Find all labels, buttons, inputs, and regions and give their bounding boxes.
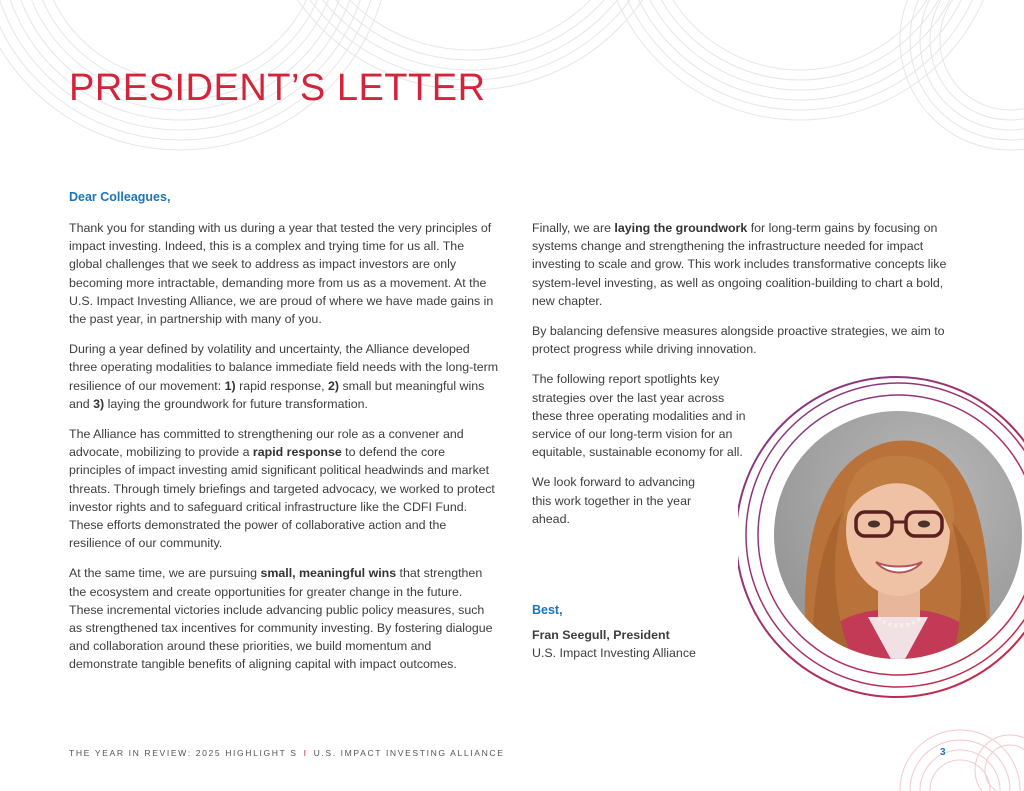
paragraph-bold: 1) xyxy=(224,378,236,393)
footer-report-title: THE YEAR IN REVIEW: 2025 HIGHLIGHT S xyxy=(69,748,298,758)
page-footer xyxy=(69,748,505,758)
letter-left-column xyxy=(69,219,499,686)
paragraph-bold: 3) xyxy=(93,396,105,411)
page-title: PRESIDENT’S LETTER xyxy=(69,67,486,109)
paragraph-text: At the same time, we are pursuing xyxy=(69,566,261,581)
page-number: 3 xyxy=(940,747,946,758)
letter-paragraph xyxy=(532,322,952,358)
paragraph-text: small but meaningful wins and xyxy=(69,378,485,411)
paragraph-text: Thank you for standing with us during a year that tested the very principles of impact investing. Indeed, this is a complex and trying time for us all. The global challenges that we seek to address as impact investors are only becoming more intractable, demanding more from us as a movement. At the U.S. Impact Investing Alliance, we are proud of where we have made gains in the past year, in partnership with many of you. xyxy=(69,221,494,327)
paragraph-text: We look forward to advancing this work together in the year ahead. xyxy=(532,475,696,526)
paragraph-bold: small, meaningful wins xyxy=(260,566,397,581)
paragraph-text: The following report spotlights key strategies over the last year across these three operating modalities and in service of our long-term vision for an equitable, sustainable economy for all. xyxy=(532,372,746,460)
letter-paragraph xyxy=(532,473,712,528)
portrait-graphic xyxy=(738,372,1024,702)
footer-organization: U.S. IMPACT INVESTING ALLIANCE xyxy=(313,748,505,758)
paragraph-text: Finally, we are xyxy=(532,221,615,235)
paragraph-text: that strengthen the ecosystem and create opportunities for greater change in the future. These incremental victories include advancing public policy measures, such as strengthened tax incentives for community investing. By fostering dialogue and collaboration around these priorities, we build momentum and demonstrate tangible benefits of aligning capital with impact outcomes. xyxy=(69,566,493,672)
paragraph-text: By balancing defensive measures alongside proactive strategies, we aim to protect progress while driving innovation. xyxy=(532,324,945,357)
letter-greeting: Dear Colleagues, xyxy=(69,190,171,204)
signer-name: Fran Seegull, President xyxy=(532,628,670,642)
letter-paragraph xyxy=(69,340,499,413)
president-portrait xyxy=(738,372,1024,702)
paragraph-bold: 2) xyxy=(327,378,339,393)
letter-paragraph xyxy=(69,425,499,552)
paragraph-bold: rapid response xyxy=(252,445,342,460)
paragraph-text: laying the groundwork for future transformation. xyxy=(104,396,368,411)
signer-organization: U.S. Impact Investing Alliance xyxy=(532,646,696,660)
paragraph-text: During a year defined by volatility and uncertainty, the Alliance developed three operating modalities to balance immediate field needs with the long-term resilience of our movement: xyxy=(69,342,499,393)
paragraph-bold: laying the groundwork xyxy=(614,221,748,235)
letter-paragraph xyxy=(69,219,499,328)
footer-separator: I xyxy=(303,748,308,758)
letter-paragraph xyxy=(69,564,499,673)
paragraph-text: to defend the core principles of impact investing amid significant political headwinds and market threats. Through timely briefings and targeted advocacy, we worked to protect investor rights and to safeguard critical infrastructure like the CDFI Fund. These efforts demonstrated the power of collaborative action and the resilience of our community. xyxy=(69,445,495,551)
letter-paragraph xyxy=(532,370,752,461)
paragraph-text: for long-term gains by focusing on systems change and strengthening the infrastructure needed for impact investing to scale and grow. This work includes transformative concepts like system-level investing, as well as ongoing coalition-building to chart a bold, new chapter. xyxy=(532,221,947,308)
letter-paragraph xyxy=(532,219,952,310)
letter-closing: Best, xyxy=(532,603,563,617)
paragraph-text: rapid response, xyxy=(235,378,328,393)
paragraph-text: The Alliance has committed to strengthening our role as a convener and advocate, mobilizing to provide a xyxy=(69,427,464,460)
